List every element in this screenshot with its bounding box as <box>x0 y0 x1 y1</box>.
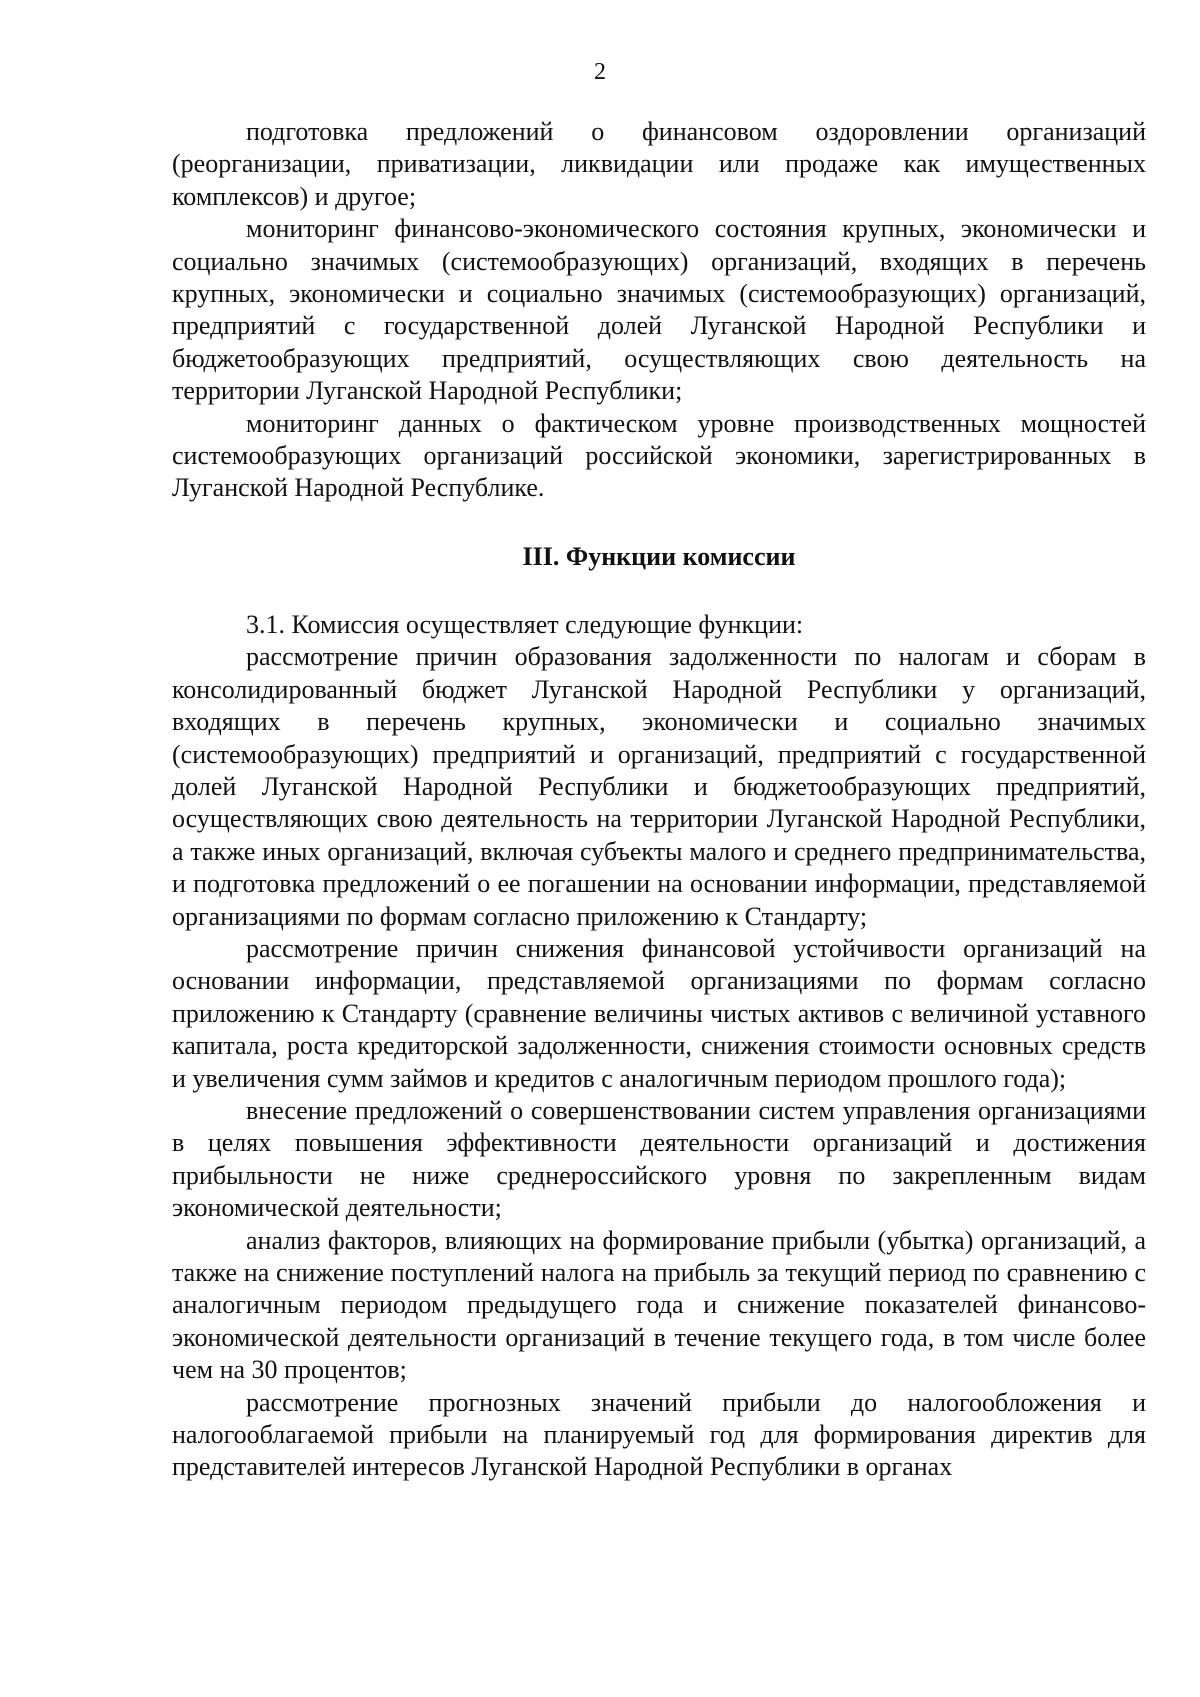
paragraph-financial-recovery: подготовка предложений о финансовом оздоровлении организаций (реорганизации, приватизации, ликвидации или продаже как имущественных комплексов) и другое; <box>172 117 1146 211</box>
paragraph-tax-debt: рассмотрение причин образования задолженности по налогам и сборам в консолидированный бюджет Луганской Народной Республики у организаций, входящих в перечень крупных, экономически и социально значимых (системообразующих) предприятий и организаций, предприятий с государственной долей Луганской Народной Республики и бюджетообразующих предприятий, осуществляющих свою деятельность на территории Луганской Народной Республики, а также иных организаций, включая субъекты малого и среднего предпринимательства, и подготовка предложений о ее погашении на основании информации, представляемой организациями по формам согласно приложению к Стандарту; <box>172 642 1146 931</box>
paragraph-monitoring-state: мониторинг финансово-экономического состояния крупных, экономически и социально значимых (системообразующих) организаций, входящих в перечень крупных, экономически и социально значимых (системообразующих) организаций, предприятий с государственной долей Луганской Народной Республики и бюджетообразующих предприятий, осуществляющих свою деятельность на территории Луганской Народной Республики; <box>172 214 1146 406</box>
paragraph-management-improvement: внесение предложений о совершенствовании систем управления организациями в целях повышения эффективности деятельности организаций и достижения прибыльности не ниже среднероссийского уровня по закрепленным видам экономической деятельности; <box>172 1095 1146 1223</box>
paragraph-functions-intro: 3.1. Комиссия осуществляет следующие функции: <box>246 609 804 639</box>
section-heading: III. Функции комиссии <box>522 541 796 571</box>
paragraph-profit-factors: анализ факторов, влияющих на формирование прибыли (убытка) организаций, а также на снижение поступлений налога на прибыль за текущий период по сравнению с аналогичным периодом предыдущего года и снижение показателей финансово-экономической деятельности организаций в течение текущего года, в том числе более чем на 30 процентов; <box>172 1225 1146 1385</box>
paragraph-forecast-values: рассмотрение прогнозных значений прибыли до налогообложения и налогооблагаемой прибыли на планируемый год для формирования директив для представителей интересов Луганской Народной Республики в органах <box>172 1387 1146 1482</box>
page-number: 2 <box>594 59 606 85</box>
paragraph-financial-stability: рассмотрение причин снижения финансовой устойчивости организаций на основании информации, представляемой организациями по формам согласно приложению к Стандарту (сравнение величины чистых активов с величиной уставного капитала, роста кредиторской задолженности, снижения стоимости основных средств и увеличения сумм займов и кредитов с аналогичным периодом прошлого года); <box>172 933 1146 1093</box>
paragraph-monitoring-capacity: мониторинг данных о фактическом уровне производственных мощностей системообразующих организаций российской экономики, зарегистрированных в Луганской Народной Республике. <box>172 408 1146 503</box>
document-body <box>172 116 1146 1484</box>
